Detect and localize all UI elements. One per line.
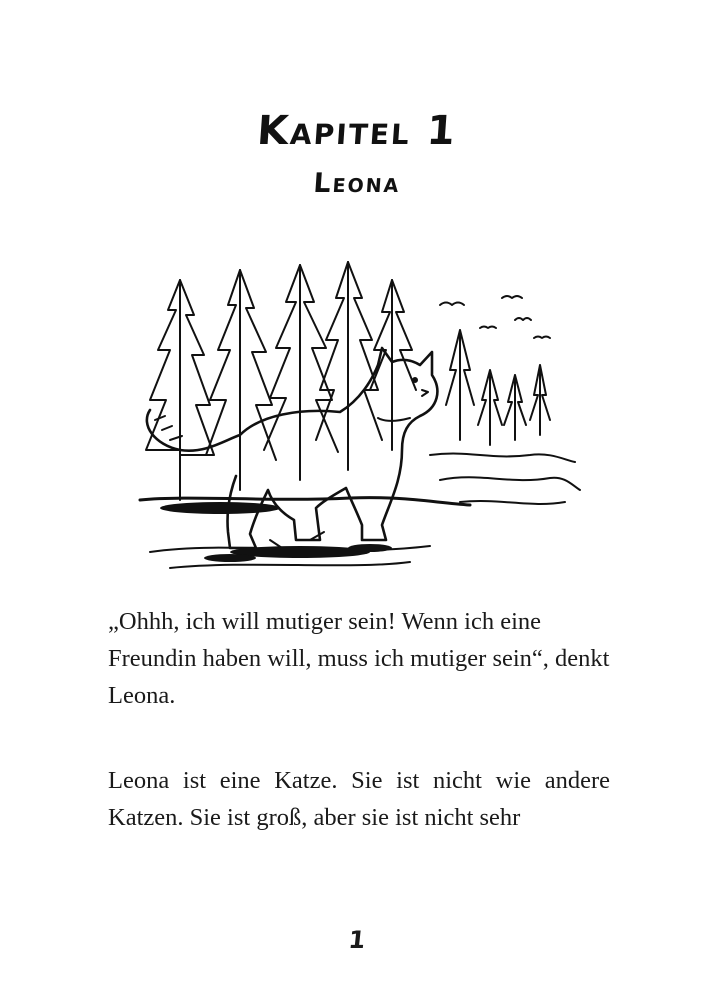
cat-icon: [147, 348, 437, 548]
bird-icon: [440, 303, 464, 306]
story-paragraph: „Ohhh, ich will mutiger sein! Wenn ich eine Freundin haben will, muss ich mutiger sein“, denkt Leona.: [108, 608, 610, 709]
chapter-subtitle: Leona: [312, 168, 402, 199]
tree-icon: [206, 270, 240, 455]
tree-icon: [146, 280, 180, 450]
page-number: 1: [347, 926, 367, 954]
cat-in-forest-illustration: [110, 240, 590, 580]
story-paragraph: Leona ist eine Katze. Sie ist nicht wie andere Katzen. Sie ist groß, aber sie ist nicht sehr: [108, 767, 610, 831]
chapter-title: Kapitel 1: [255, 108, 459, 154]
tree-icon: [264, 265, 300, 450]
